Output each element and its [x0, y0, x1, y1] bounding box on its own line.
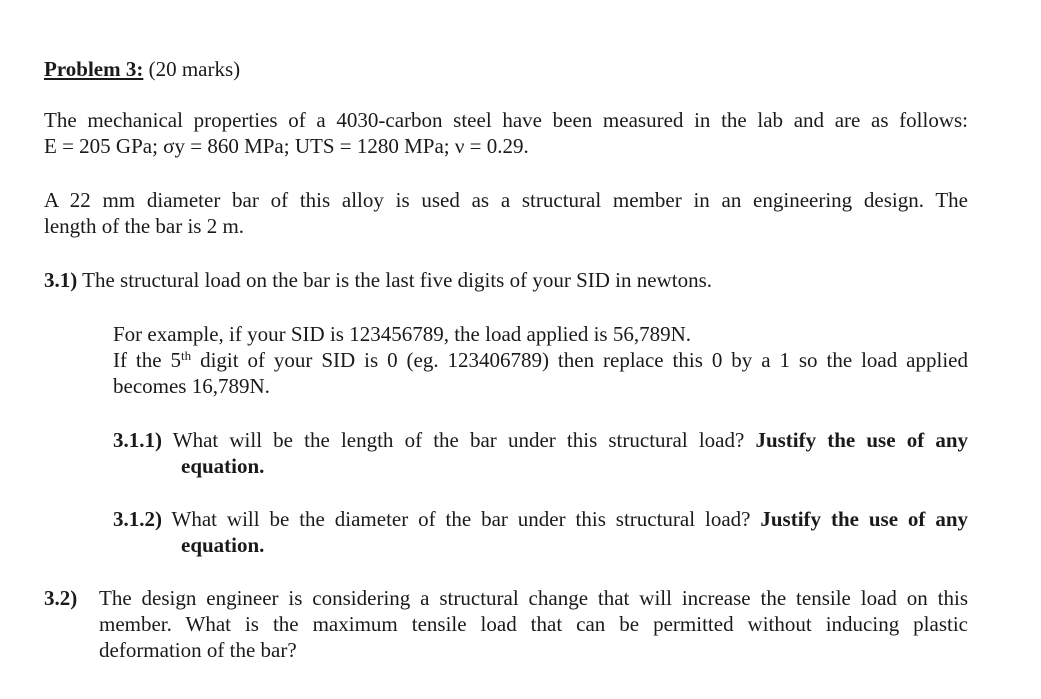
question-3-1-1-number: 3.1.1) [113, 428, 162, 452]
question-3-1-2-number: 3.1.2) [113, 507, 162, 531]
question-3-2-line-3: deformation of the bar? [99, 638, 297, 662]
example-line-2 [113, 347, 968, 373]
question-3-1-number: 3.1) [44, 268, 78, 292]
question-3-2-line-2: member. What is the maximum tensile load that can be permitted without inducing plastic [99, 612, 968, 636]
question-3-1-2 [113, 506, 968, 532]
intro-line-2: E = 205 GPa; σy = 860 MPa; UTS = 1280 MPa; ν = 0.29. [44, 134, 529, 158]
question-3-1-2-text: What will be the diameter of the bar under this structural load? [171, 507, 751, 531]
question-3-1-text: The structural load on the bar is the last five digits of your SID in newtons. [82, 268, 713, 292]
example-line-3: becomes 16,789N. [113, 374, 270, 398]
problem-heading [44, 56, 240, 82]
example-line-2-superscript: th [181, 348, 192, 363]
bar-description-line-2: length of the bar is 2 m. [44, 214, 245, 238]
problem-title: Problem 3: [44, 57, 144, 81]
example-line-2-start: If the 5 [113, 348, 182, 372]
question-3-1-1-text: What will be the length of the bar under this structural load? [172, 428, 745, 452]
intro-line-1: The mechanical properties of a 4030-carbon steel have been measured in the lab and are as follows: [44, 108, 968, 132]
question-3-1 [44, 267, 712, 293]
question-3-1-1-justify: Justify the use of any [755, 428, 968, 452]
question-3-1-2-equation: equation. [181, 533, 265, 557]
bar-description-line-1: A 22 mm diameter bar of this alloy is used as a structural member in an engineering design. The [44, 188, 968, 212]
question-3-1-1 [113, 427, 968, 453]
question-3-2-line-1: The design engineer is considering a structural change that will increase the tensile load on this [99, 586, 968, 610]
example-line-2-end: digit of your SID is 0 (eg. 123406789) then replace this 0 by a 1 so the load applied [191, 348, 968, 372]
example-line-1: For example, if your SID is 123456789, the load applied is 56,789N. [113, 322, 692, 346]
question-3-2-number: 3.2) [44, 586, 78, 610]
problem-marks: (20 marks) [148, 57, 241, 81]
question-3-1-2-justify: Justify the use of any [760, 507, 969, 531]
question-3-1-1-equation: equation. [181, 454, 265, 478]
